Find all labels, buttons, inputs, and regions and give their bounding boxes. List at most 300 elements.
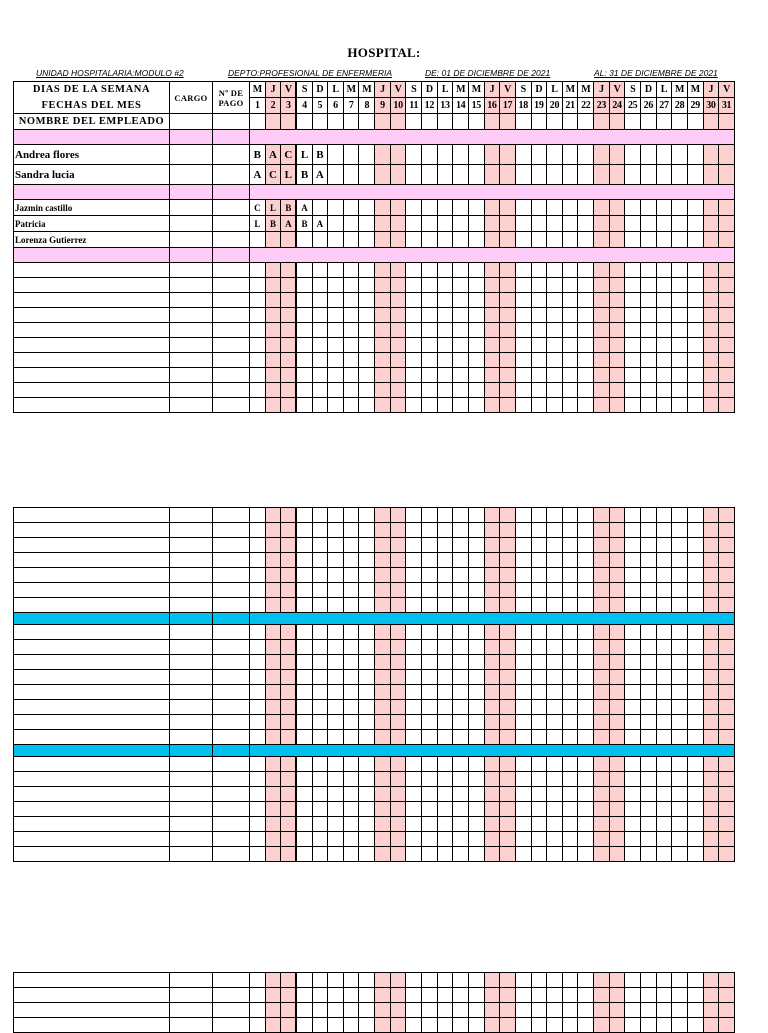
shift-cell[interactable] (359, 216, 375, 232)
employee-name-cell[interactable] (14, 308, 170, 323)
shift-cell[interactable] (281, 973, 297, 988)
shift-cell[interactable] (343, 730, 359, 745)
shift-cell[interactable] (578, 353, 594, 368)
shift-cell[interactable] (390, 323, 406, 338)
shift-cell[interactable] (625, 308, 641, 323)
shift-cell[interactable] (312, 583, 328, 598)
pago-cell[interactable] (213, 685, 250, 700)
shift-cell[interactable] (312, 293, 328, 308)
shift-cell[interactable] (328, 1003, 344, 1018)
shift-cell[interactable] (312, 757, 328, 772)
shift-cell[interactable] (656, 145, 672, 165)
cargo-cell[interactable] (170, 553, 213, 568)
shift-cell[interactable] (406, 802, 422, 817)
cargo-cell[interactable] (170, 787, 213, 802)
shift-cell[interactable] (468, 625, 484, 640)
shift-cell[interactable] (265, 670, 281, 685)
shift-cell[interactable] (328, 802, 344, 817)
shift-cell[interactable] (328, 145, 344, 165)
shift-cell[interactable] (468, 1018, 484, 1033)
shift-cell[interactable] (468, 293, 484, 308)
shift-cell[interactable] (578, 338, 594, 353)
shift-cell[interactable] (281, 625, 297, 640)
shift-cell[interactable] (609, 772, 625, 787)
shift-cell[interactable] (500, 988, 516, 1003)
shift-cell[interactable] (422, 772, 438, 787)
shift-cell[interactable] (562, 165, 578, 185)
shift-cell[interactable] (359, 583, 375, 598)
shift-cell[interactable] (343, 200, 359, 216)
cargo-cell[interactable] (170, 730, 213, 745)
shift-cell[interactable] (578, 553, 594, 568)
shift-cell[interactable] (375, 523, 391, 538)
shift-cell[interactable] (359, 817, 375, 832)
shift-cell[interactable] (265, 508, 281, 523)
shift-cell[interactable] (703, 165, 719, 185)
employee-name-cell[interactable] (14, 338, 170, 353)
shift-cell[interactable] (437, 1003, 453, 1018)
shift-code[interactable]: A (312, 165, 328, 185)
shift-cell[interactable] (328, 655, 344, 670)
shift-cell[interactable] (484, 508, 500, 523)
shift-cell[interactable] (422, 670, 438, 685)
shift-cell[interactable] (562, 787, 578, 802)
shift-cell[interactable] (594, 508, 610, 523)
shift-cell[interactable] (437, 216, 453, 232)
shift-cell[interactable] (672, 145, 688, 165)
shift-cell[interactable] (515, 832, 531, 847)
shift-cell[interactable] (672, 523, 688, 538)
shift-cell[interactable] (515, 338, 531, 353)
shift-cell[interactable] (484, 263, 500, 278)
shift-cell[interactable] (343, 368, 359, 383)
shift-cell[interactable] (594, 568, 610, 583)
shift-cell[interactable] (265, 730, 281, 745)
shift-cell[interactable] (312, 832, 328, 847)
shift-cell[interactable] (641, 598, 657, 613)
shift-cell[interactable] (484, 368, 500, 383)
shift-cell[interactable] (281, 730, 297, 745)
shift-cell[interactable] (422, 1018, 438, 1033)
cargo-cell[interactable] (170, 757, 213, 772)
shift-cell[interactable] (594, 715, 610, 730)
shift-cell[interactable] (500, 670, 516, 685)
shift-cell[interactable] (406, 263, 422, 278)
pago-cell[interactable] (213, 670, 250, 685)
shift-cell[interactable] (687, 973, 703, 988)
shift-cell[interactable] (609, 553, 625, 568)
shift-cell[interactable] (312, 323, 328, 338)
cargo-cell[interactable] (170, 538, 213, 553)
shift-cell[interactable] (422, 538, 438, 553)
shift-cell[interactable] (547, 973, 563, 988)
shift-cell[interactable] (390, 523, 406, 538)
shift-cell[interactable] (594, 802, 610, 817)
shift-cell[interactable] (625, 353, 641, 368)
pago-cell[interactable] (213, 353, 250, 368)
shift-cell[interactable] (719, 338, 735, 353)
shift-cell[interactable] (641, 216, 657, 232)
shift-cell[interactable] (390, 1003, 406, 1018)
shift-cell[interactable] (594, 700, 610, 715)
shift-cell[interactable] (296, 1018, 312, 1033)
shift-cell[interactable] (359, 670, 375, 685)
shift-cell[interactable] (562, 278, 578, 293)
shift-cell[interactable] (343, 232, 359, 248)
shift-cell[interactable] (343, 278, 359, 293)
shift-cell[interactable] (296, 847, 312, 862)
shift-cell[interactable] (719, 523, 735, 538)
shift-cell[interactable] (515, 323, 531, 338)
shift-cell[interactable] (375, 685, 391, 700)
shift-cell[interactable] (515, 625, 531, 640)
shift-cell[interactable] (719, 625, 735, 640)
shift-cell[interactable] (422, 278, 438, 293)
shift-cell[interactable] (656, 232, 672, 248)
shift-cell[interactable] (375, 757, 391, 772)
shift-cell[interactable] (609, 368, 625, 383)
pago-cell[interactable] (213, 715, 250, 730)
shift-cell[interactable] (390, 817, 406, 832)
shift-cell[interactable] (281, 700, 297, 715)
employee-name-cell[interactable] (14, 553, 170, 568)
shift-cell[interactable] (703, 553, 719, 568)
shift-cell[interactable] (641, 1003, 657, 1018)
shift-cell[interactable] (641, 802, 657, 817)
shift-cell[interactable] (484, 655, 500, 670)
shift-cell[interactable] (703, 1018, 719, 1033)
shift-cell[interactable] (422, 323, 438, 338)
shift-cell[interactable] (343, 787, 359, 802)
shift-cell[interactable] (296, 817, 312, 832)
shift-cell[interactable] (375, 730, 391, 745)
shift-cell[interactable] (687, 323, 703, 338)
shift-cell[interactable] (375, 973, 391, 988)
shift-cell[interactable] (531, 625, 547, 640)
shift-cell[interactable] (562, 383, 578, 398)
shift-cell[interactable] (531, 832, 547, 847)
shift-cell[interactable] (281, 338, 297, 353)
cargo-cell[interactable] (170, 523, 213, 538)
shift-cell[interactable] (625, 598, 641, 613)
shift-cell[interactable] (250, 553, 266, 568)
shift-cell[interactable] (250, 263, 266, 278)
shift-cell[interactable] (406, 625, 422, 640)
shift-cell[interactable] (390, 165, 406, 185)
shift-cell[interactable] (625, 583, 641, 598)
employee-name-cell[interactable] (14, 625, 170, 640)
shift-cell[interactable] (343, 685, 359, 700)
shift-cell[interactable] (547, 338, 563, 353)
shift-cell[interactable] (531, 538, 547, 553)
shift-code[interactable]: B (265, 216, 281, 232)
shift-cell[interactable] (500, 278, 516, 293)
shift-cell[interactable] (312, 598, 328, 613)
shift-cell[interactable] (703, 368, 719, 383)
shift-cell[interactable] (375, 598, 391, 613)
shift-cell[interactable] (375, 1003, 391, 1018)
shift-cell[interactable] (359, 200, 375, 216)
shift-cell[interactable] (641, 368, 657, 383)
cargo-cell[interactable] (170, 988, 213, 1003)
shift-cell[interactable] (641, 757, 657, 772)
shift-cell[interactable] (672, 263, 688, 278)
shift-cell[interactable] (703, 398, 719, 413)
cargo-cell[interactable] (170, 568, 213, 583)
shift-cell[interactable] (609, 232, 625, 248)
shift-cell[interactable] (343, 523, 359, 538)
shift-cell[interactable] (312, 368, 328, 383)
shift-cell[interactable] (719, 553, 735, 568)
shift-cell[interactable] (250, 583, 266, 598)
shift-cell[interactable] (265, 232, 281, 248)
shift-cell[interactable] (531, 145, 547, 165)
employee-name-cell[interactable] (14, 715, 170, 730)
shift-cell[interactable] (641, 973, 657, 988)
shift-cell[interactable] (594, 523, 610, 538)
shift-cell[interactable] (281, 670, 297, 685)
shift-cell[interactable] (531, 988, 547, 1003)
shift-cell[interactable] (609, 200, 625, 216)
shift-cell[interactable] (719, 323, 735, 338)
shift-cell[interactable] (296, 338, 312, 353)
shift-cell[interactable] (375, 353, 391, 368)
shift-cell[interactable] (672, 338, 688, 353)
shift-cell[interactable] (703, 973, 719, 988)
shift-cell[interactable] (625, 988, 641, 1003)
shift-cell[interactable] (343, 263, 359, 278)
cargo-cell[interactable] (170, 145, 213, 165)
shift-cell[interactable] (312, 802, 328, 817)
shift-cell[interactable] (672, 817, 688, 832)
shift-cell[interactable] (609, 640, 625, 655)
shift-cell[interactable] (562, 200, 578, 216)
shift-cell[interactable] (328, 200, 344, 216)
pago-cell[interactable] (213, 293, 250, 308)
shift-cell[interactable] (453, 598, 469, 613)
shift-cell[interactable] (703, 802, 719, 817)
shift-cell[interactable] (390, 145, 406, 165)
shift-cell[interactable] (578, 263, 594, 278)
pago-cell[interactable] (213, 988, 250, 1003)
shift-cell[interactable] (531, 730, 547, 745)
shift-cell[interactable] (453, 583, 469, 598)
employee-name[interactable]: Jazmin castillo (14, 200, 170, 216)
shift-cell[interactable] (343, 640, 359, 655)
shift-cell[interactable] (296, 787, 312, 802)
shift-cell[interactable] (390, 973, 406, 988)
cargo-cell[interactable] (170, 165, 213, 185)
shift-cell[interactable] (359, 398, 375, 413)
shift-cell[interactable] (312, 1018, 328, 1033)
shift-cell[interactable] (375, 293, 391, 308)
shift-cell[interactable] (656, 1003, 672, 1018)
shift-cell[interactable] (578, 715, 594, 730)
shift-cell[interactable] (468, 655, 484, 670)
shift-cell[interactable] (250, 368, 266, 383)
shift-code[interactable]: L (250, 216, 266, 232)
shift-cell[interactable] (437, 847, 453, 862)
shift-cell[interactable] (515, 655, 531, 670)
shift-cell[interactable] (296, 353, 312, 368)
shift-cell[interactable] (406, 553, 422, 568)
shift-cell[interactable] (390, 568, 406, 583)
shift-cell[interactable] (609, 973, 625, 988)
shift-cell[interactable] (594, 847, 610, 862)
shift-cell[interactable] (406, 398, 422, 413)
shift-cell[interactable] (312, 523, 328, 538)
shift-cell[interactable] (422, 368, 438, 383)
shift-cell[interactable] (625, 165, 641, 185)
shift-cell[interactable] (437, 583, 453, 598)
cargo-cell[interactable] (170, 715, 213, 730)
shift-cell[interactable] (437, 640, 453, 655)
shift-cell[interactable] (422, 523, 438, 538)
employee-name-cell[interactable] (14, 832, 170, 847)
shift-cell[interactable] (406, 700, 422, 715)
shift-cell[interactable] (375, 216, 391, 232)
shift-cell[interactable] (625, 200, 641, 216)
shift-cell[interactable] (406, 216, 422, 232)
shift-cell[interactable] (468, 757, 484, 772)
shift-cell[interactable] (500, 338, 516, 353)
shift-cell[interactable] (343, 145, 359, 165)
shift-cell[interactable] (406, 847, 422, 862)
shift-cell[interactable] (719, 165, 735, 185)
shift-cell[interactable] (250, 715, 266, 730)
shift-cell[interactable] (687, 772, 703, 787)
shift-cell[interactable] (422, 508, 438, 523)
shift-cell[interactable] (578, 523, 594, 538)
shift-cell[interactable] (656, 353, 672, 368)
shift-cell[interactable] (390, 308, 406, 323)
shift-cell[interactable] (422, 583, 438, 598)
shift-cell[interactable] (515, 715, 531, 730)
shift-cell[interactable] (250, 398, 266, 413)
shift-cell[interactable] (312, 973, 328, 988)
shift-cell[interactable] (625, 553, 641, 568)
shift-cell[interactable] (296, 640, 312, 655)
shift-cell[interactable] (281, 583, 297, 598)
shift-cell[interactable] (531, 685, 547, 700)
shift-cell[interactable] (343, 655, 359, 670)
shift-cell[interactable] (406, 523, 422, 538)
shift-cell[interactable] (359, 568, 375, 583)
shift-cell[interactable] (406, 278, 422, 293)
shift-code[interactable]: B (312, 145, 328, 165)
shift-cell[interactable] (672, 553, 688, 568)
shift-cell[interactable] (422, 1003, 438, 1018)
shift-cell[interactable] (687, 216, 703, 232)
shift-cell[interactable] (250, 817, 266, 832)
shift-cell[interactable] (672, 200, 688, 216)
shift-cell[interactable] (359, 598, 375, 613)
shift-cell[interactable] (422, 817, 438, 832)
shift-cell[interactable] (515, 383, 531, 398)
shift-cell[interactable] (437, 730, 453, 745)
shift-cell[interactable] (422, 640, 438, 655)
shift-cell[interactable] (265, 715, 281, 730)
shift-cell[interactable] (390, 383, 406, 398)
shift-cell[interactable] (265, 832, 281, 847)
shift-cell[interactable] (656, 655, 672, 670)
shift-cell[interactable] (687, 538, 703, 553)
shift-cell[interactable] (265, 278, 281, 293)
pago-cell[interactable] (213, 817, 250, 832)
shift-cell[interactable] (328, 670, 344, 685)
pago-cell[interactable] (213, 553, 250, 568)
shift-cell[interactable] (578, 625, 594, 640)
shift-cell[interactable] (687, 398, 703, 413)
shift-cell[interactable] (578, 383, 594, 398)
shift-code[interactable]: C (281, 145, 297, 165)
pago-cell[interactable] (213, 802, 250, 817)
shift-cell[interactable] (562, 583, 578, 598)
shift-cell[interactable] (250, 772, 266, 787)
shift-cell[interactable] (453, 988, 469, 1003)
shift-cell[interactable] (312, 353, 328, 368)
shift-cell[interactable] (390, 508, 406, 523)
shift-cell[interactable] (594, 1018, 610, 1033)
shift-cell[interactable] (359, 145, 375, 165)
pago-cell[interactable] (213, 508, 250, 523)
shift-cell[interactable] (719, 353, 735, 368)
shift-cell[interactable] (422, 685, 438, 700)
shift-cell[interactable] (390, 802, 406, 817)
shift-cell[interactable] (531, 1018, 547, 1033)
shift-cell[interactable] (562, 353, 578, 368)
shift-cell[interactable] (672, 383, 688, 398)
shift-cell[interactable] (296, 625, 312, 640)
shift-cell[interactable] (312, 508, 328, 523)
shift-cell[interactable] (719, 670, 735, 685)
shift-cell[interactable] (609, 165, 625, 185)
shift-cell[interactable] (484, 730, 500, 745)
shift-cell[interactable] (656, 817, 672, 832)
shift-cell[interactable] (390, 216, 406, 232)
shift-cell[interactable] (547, 700, 563, 715)
shift-cell[interactable] (296, 538, 312, 553)
shift-cell[interactable] (609, 216, 625, 232)
shift-cell[interactable] (406, 308, 422, 323)
shift-cell[interactable] (547, 293, 563, 308)
shift-cell[interactable] (531, 583, 547, 598)
shift-cell[interactable] (609, 353, 625, 368)
shift-cell[interactable] (375, 817, 391, 832)
employee-name-cell[interactable] (14, 730, 170, 745)
shift-cell[interactable] (375, 398, 391, 413)
shift-cell[interactable] (312, 338, 328, 353)
shift-cell[interactable] (672, 655, 688, 670)
shift-cell[interactable] (250, 1018, 266, 1033)
pago-cell[interactable] (213, 1018, 250, 1033)
shift-cell[interactable] (296, 973, 312, 988)
cargo-cell[interactable] (170, 832, 213, 847)
shift-cell[interactable] (656, 398, 672, 413)
shift-cell[interactable] (390, 368, 406, 383)
shift-cell[interactable] (328, 583, 344, 598)
shift-cell[interactable] (468, 772, 484, 787)
shift-cell[interactable] (656, 847, 672, 862)
shift-cell[interactable] (296, 685, 312, 700)
shift-cell[interactable] (672, 625, 688, 640)
shift-cell[interactable] (422, 553, 438, 568)
shift-cell[interactable] (484, 772, 500, 787)
shift-cell[interactable] (562, 508, 578, 523)
shift-cell[interactable] (328, 787, 344, 802)
shift-cell[interactable] (437, 973, 453, 988)
shift-cell[interactable] (515, 1003, 531, 1018)
